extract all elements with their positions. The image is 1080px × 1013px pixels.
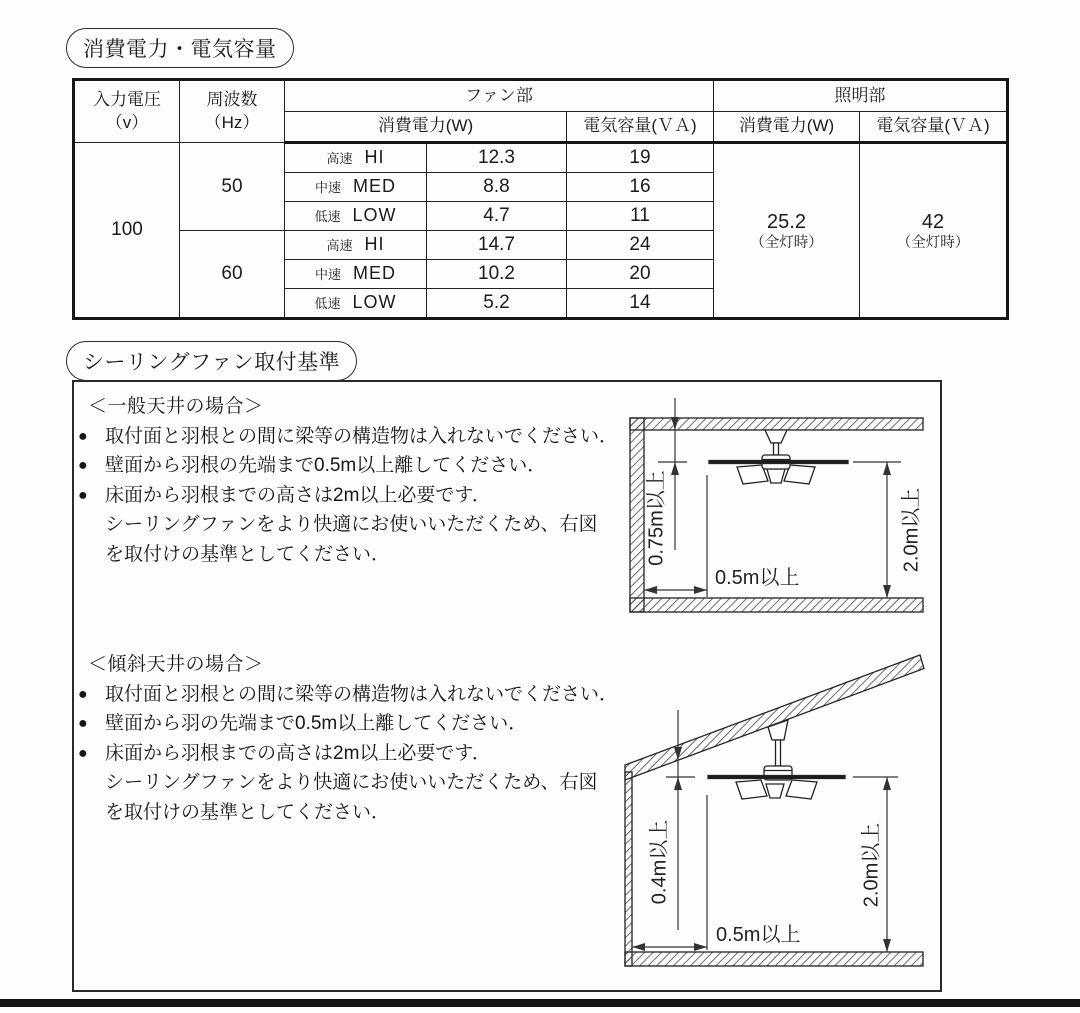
light-va-value: 42 [921, 210, 945, 233]
light-va-note: （全灯時） [896, 234, 970, 251]
col-header-fan-va: 電気容量(ＶＡ) [567, 112, 714, 143]
fan-w-value: 10.2 [427, 260, 567, 289]
col-header-fan-power: 消費電力(W) [285, 112, 567, 143]
freq-60-value: 60 [180, 231, 285, 319]
fan-w-value: 12.3 [427, 143, 567, 173]
ceiling-fan-icon [709, 430, 848, 484]
dim-label-wall: 0.5m以上 [716, 924, 801, 946]
sloped-heading: ＜傾斜天井の場合＞ [88, 654, 264, 675]
dim-label-ceiling: 0.75m以上 [645, 470, 668, 566]
col-header-light-power: 消費電力(W) [714, 112, 860, 143]
list-item [78, 739, 618, 769]
dimension-lines [632, 710, 898, 952]
section-title-power: 消費電力・電気容量 [66, 28, 294, 68]
speed-cell [285, 260, 427, 289]
speed-cell [285, 173, 427, 202]
dim-label-floor: 2.0m以上 [860, 822, 883, 908]
table-header-row [74, 80, 1008, 112]
speed-jp: 低速 [314, 209, 341, 224]
voltage-unit-label: （v） [105, 112, 149, 132]
fan-va-value: 11 [567, 202, 714, 231]
bullet-text: 壁面から羽の先端まで0.5m以上離してください． [105, 713, 528, 735]
speed-en: LOW [352, 205, 397, 225]
fan-va-value: 14 [567, 289, 714, 319]
col-header-fan-section: ファン部 [285, 80, 714, 112]
voltage-header-label: 入力電圧 [93, 89, 161, 109]
light-va-cell [860, 143, 1008, 319]
list-item [78, 451, 618, 481]
bullet-text: 取付面と羽根との間に梁等の構造物は入れないでください． [105, 683, 619, 705]
speed-en: MED [353, 176, 396, 196]
wall-section [625, 772, 632, 966]
note-text: シーリングファンをより快適にお使いいただくため、右図 [105, 514, 598, 536]
table-row [74, 143, 1008, 173]
bullet-text: 壁面から羽根の先端まで0.5m以上離してください． [105, 455, 547, 477]
fan-w-value: 8.8 [427, 173, 567, 202]
voltage-value: 100 [74, 143, 180, 319]
fan-va-value: 19 [567, 143, 714, 173]
col-header-light-section: 照明部 [714, 80, 1008, 112]
flat-heading: ＜一般天井の場合＞ [88, 396, 264, 417]
dim-label-wall: 0.5m以上 [715, 567, 800, 589]
list-item [78, 680, 618, 710]
flat-ceiling-text [78, 392, 618, 570]
speed-cell [285, 231, 427, 260]
bullet-icon: ● [78, 744, 88, 762]
speed-jp: 低速 [314, 296, 341, 311]
bullet-icon: ● [78, 457, 88, 475]
bullet-text: 取付面と羽根との間に梁等の構造物は入れないでください． [105, 425, 619, 447]
speed-en: LOW [352, 292, 397, 312]
floor-section [630, 598, 923, 612]
frequency-header-label: 周波数 [206, 89, 258, 109]
col-header-voltage [74, 80, 180, 143]
bullet-text: 床面から羽根までの高さは2m以上必要です． [105, 484, 491, 506]
speed-en: HI [364, 147, 385, 167]
speed-cell [285, 289, 427, 319]
dim-label-ceiling: 0.4m以上 [648, 819, 671, 905]
dim-label-floor: 2.0m以上 [900, 487, 923, 573]
col-header-light-va: 電気容量(ＶＡ) [860, 112, 1008, 143]
bullet-icon: ● [78, 685, 88, 703]
fan-w-value: 14.7 [427, 231, 567, 260]
page-bottom-rule [0, 999, 1080, 1007]
sloped-ceiling-diagram [600, 640, 936, 988]
note-text: を取付けの基準としてください． [105, 801, 391, 823]
list-item [78, 481, 618, 511]
note-text: を取付けの基準としてください． [105, 543, 391, 565]
floor-section [625, 952, 923, 966]
bullet-icon: ● [78, 486, 88, 504]
sloped-ceiling-section [625, 655, 924, 780]
speed-cell [285, 143, 427, 173]
fan-w-value: 5.2 [427, 289, 567, 319]
light-w-note: （全灯時） [750, 234, 823, 251]
frequency-unit-label: （Hz） [204, 112, 260, 132]
bullet-icon: ● [78, 427, 88, 445]
light-power-cell [714, 143, 860, 319]
wall-section [630, 418, 644, 612]
fan-w-value: 4.7 [427, 202, 567, 231]
speed-en: MED [353, 263, 396, 283]
speed-en: HI [364, 234, 385, 254]
fan-va-value: 24 [567, 231, 714, 260]
col-header-frequency [180, 80, 285, 143]
fan-va-value: 20 [567, 260, 714, 289]
list-item [78, 709, 618, 739]
power-spec-table [72, 78, 1009, 320]
light-w-value: 25.2 [767, 210, 806, 233]
speed-jp: 高速 [326, 151, 353, 166]
speed-jp: 高速 [326, 238, 353, 253]
flat-ceiling-diagram [615, 390, 935, 635]
sloped-ceiling-text [78, 650, 618, 828]
bullet-icon: ● [78, 715, 88, 733]
speed-jp: 中速 [314, 180, 341, 195]
speed-cell [285, 202, 427, 231]
list-item [78, 422, 618, 452]
fan-va-value: 16 [567, 173, 714, 202]
speed-jp: 中速 [314, 267, 341, 282]
freq-50-value: 50 [180, 143, 285, 231]
bullet-text: 床面から羽根までの高さは2m以上必要です． [105, 742, 491, 764]
note-text: シーリングファンをより快適にお使いいただくため、右図 [105, 772, 598, 794]
section-title-install: シーリングファン取付基準 [66, 341, 357, 381]
